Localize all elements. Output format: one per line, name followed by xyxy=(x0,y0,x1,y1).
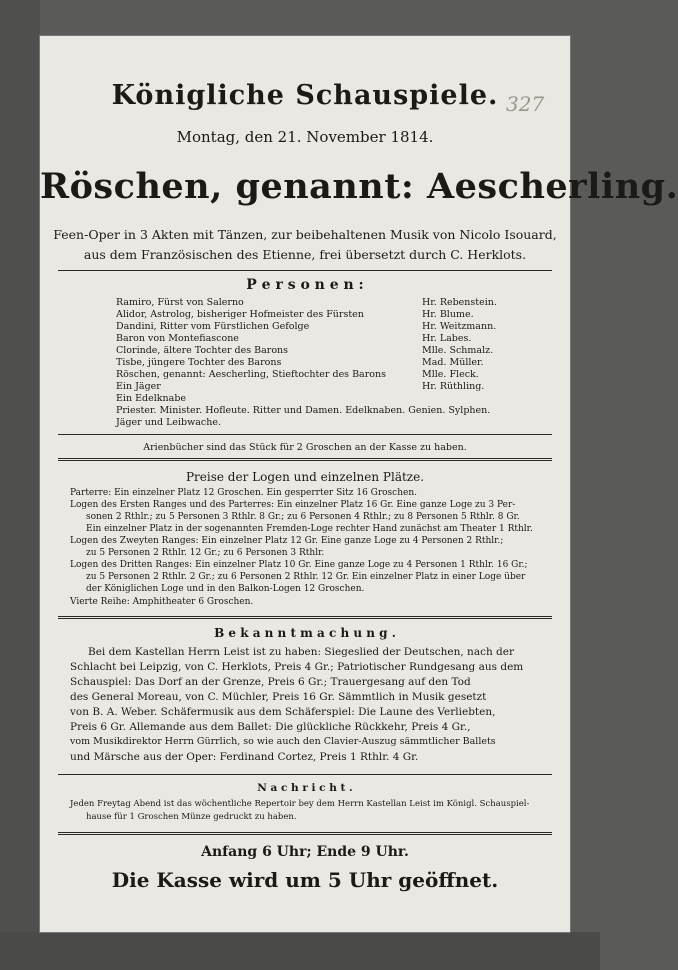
price-line: Logen des Ersten Ranges und des Parterres: Ein einzelner Platz 16 Gr. Eine ganze Loge zu 3 Per- xyxy=(70,500,516,510)
notice-heading: N a c h r i c h t . xyxy=(257,782,353,794)
announcement-line: vom Musikdirektor Herrn Gürrlich, so wie auch den Clavier-Auszug sämmtlicher Ballets xyxy=(70,736,496,747)
divider xyxy=(58,270,552,271)
cast-role: Röschen, genannt: Aescherling, Stieftochter des Barons xyxy=(116,369,386,380)
cast-actor: Hr. Rüthling. xyxy=(422,381,485,392)
cast-actor: Hr. Labes. xyxy=(422,333,472,344)
playbill-sheet xyxy=(40,36,678,932)
announcement-line: Schauspiel: Das Dorf an der Grenze, Preis 6 Gr.; Trauergesang auf den Tod xyxy=(70,676,471,688)
divider xyxy=(58,458,552,461)
cast-role: Ein Edelknabe xyxy=(116,393,187,404)
price-line: Ein einzelner Platz in der sogenannten Fremden-Loge rechter Hand zunächst am Theater 1 Rthlr. xyxy=(86,524,533,534)
cast-actor: Hr. Weitzmann. xyxy=(422,321,497,332)
divider xyxy=(58,774,552,775)
scan-border-bottom xyxy=(0,932,600,970)
cast-role: Tisbe, jüngere Tochter des Barons xyxy=(116,357,282,368)
notice-line: hause für 1 Groschen Münze gedruckt zu haben. xyxy=(86,812,297,822)
cast-role: Ramiro, Fürst von Salerno xyxy=(116,297,244,308)
divider xyxy=(58,434,552,435)
divider xyxy=(58,832,552,835)
cast-actor: Mlle. Schmalz. xyxy=(422,345,494,356)
announcement-line: von B. A. Weber. Schäfermusik aus dem Schäferspiel: Die Laune des Verliebten, xyxy=(70,706,496,718)
cast-actor: Hr. Blume. xyxy=(422,309,474,320)
price-line: Logen des Dritten Ranges: Ein einzelner Platz 10 Gr. Eine ganze Loge zu 4 Personen 1 Rthlr. 16 Gr.; xyxy=(70,560,528,570)
libretto-note: Arienbücher sind das Stück für 2 Groschen an der Kasse zu haben. xyxy=(143,442,467,453)
price-line: zu 5 Personen 2 Rthlr. 2 Gr.; zu 6 Personen 2 Rthlr. 12 Gr. Ein einzelner Platz in einer Loge über xyxy=(86,572,526,582)
price-line: Parterre: Ein einzelner Platz 12 Groschen. Ein gesperrter Sitz 16 Groschen. xyxy=(70,488,418,498)
cast-role: Ein Jäger xyxy=(116,381,161,392)
cast-role: Dandini, Ritter vom Fürstlichen Gefolge xyxy=(116,321,310,332)
announcement-heading: B e k a n n t m a c h u n g . xyxy=(214,626,396,640)
performance-times: Anfang 6 Uhr; Ende 9 Uhr. xyxy=(201,844,409,860)
opera-title: Röschen, genannt: Aescherling. xyxy=(40,166,678,207)
announcement-line: Schlacht bei Leipzig, von C. Herklots, Preis 4 Gr.; Patriotischer Rundgesang aus dem xyxy=(70,661,524,673)
performance-date: Montag, den 21. November 1814. xyxy=(176,128,434,146)
price-line: sonen 2 Rthlr.; zu 5 Personen 3 Rthlr. 8 Gr.; zu 6 Personen 4 Rthlr.; zu 8 Personen 5 Rthlr. 8 Gr. xyxy=(86,512,520,522)
cast-heading: P e r s o n e n : xyxy=(246,277,364,293)
announcement-line: Bei dem Kastellan Herrn Leist ist zu haben: Siegeslied der Deutschen, nach der xyxy=(88,646,515,658)
price-line: Logen des Zweyten Ranges: Ein einzelner Platz 12 Gr. Eine ganze Loge zu 4 Personen 2 Rthlr.; xyxy=(70,536,504,546)
divider xyxy=(58,616,552,619)
price-line: der Königlichen Loge und in den Balkon-Logen 12 Groschen. xyxy=(86,584,365,594)
scan-border-left xyxy=(0,0,40,970)
cast-extras: Jäger und Leibwache. xyxy=(116,417,222,428)
cast-extras: Priester. Minister. Hofleute. Ritter und Damen. Edelknaben. Genien. Sylphen. xyxy=(116,405,491,416)
cast-role: Baron von Montefiascone xyxy=(116,333,239,344)
theatre-name: Königliche Schauspiele. xyxy=(111,80,499,111)
price-line: Vierte Reihe: Amphitheater 6 Groschen. xyxy=(70,597,254,607)
cast-actor: Hr. Rebenstein. xyxy=(422,297,497,308)
opera-subtitle-1: Feen-Oper in 3 Akten mit Tänzen, zur beibehaltenen Musik von Nicolo Isouard, xyxy=(53,227,557,242)
announcement-line: und Märsche aus der Oper: Ferdinand Cortez, Preis 1 Rthlr. 4 Gr. xyxy=(70,751,419,763)
price-line: zu 5 Personen 2 Rthlr. 12 Gr.; zu 6 Personen 3 Rthlr. xyxy=(86,548,325,558)
cast-role: Clorinde, ältere Tochter des Barons xyxy=(116,345,289,356)
prices-heading: Preise der Logen und einzelnen Plätze. xyxy=(185,470,425,484)
notice-line: Jeden Freytag Abend ist das wöchentliche Repertoir bey dem Herrn Kastellan Leist im Königl. Schauspiel- xyxy=(70,799,530,809)
cast-actor: Mad. Müller. xyxy=(422,357,484,368)
announcement-line: Preis 6 Gr. Allemande aus dem Ballet: Die glückliche Rückkehr, Preis 4 Gr., xyxy=(70,721,471,733)
announcement-line: des General Moreau, von C. Müchler, Preis 16 Gr. Sämmtlich in Musik gesetzt xyxy=(70,691,487,703)
box-office-opening: Die Kasse wird um 5 Uhr geöffnet. xyxy=(111,868,499,892)
cast-role: Alidor, Astrolog, bisheriger Hofmeister des Fürsten xyxy=(116,309,364,320)
opera-subtitle-2: aus dem Französischen des Etienne, frei übersetzt durch C. Herklots. xyxy=(83,247,527,262)
archive-number: 327 xyxy=(506,92,545,116)
cast-actor: Mlle. Fleck. xyxy=(422,369,479,380)
